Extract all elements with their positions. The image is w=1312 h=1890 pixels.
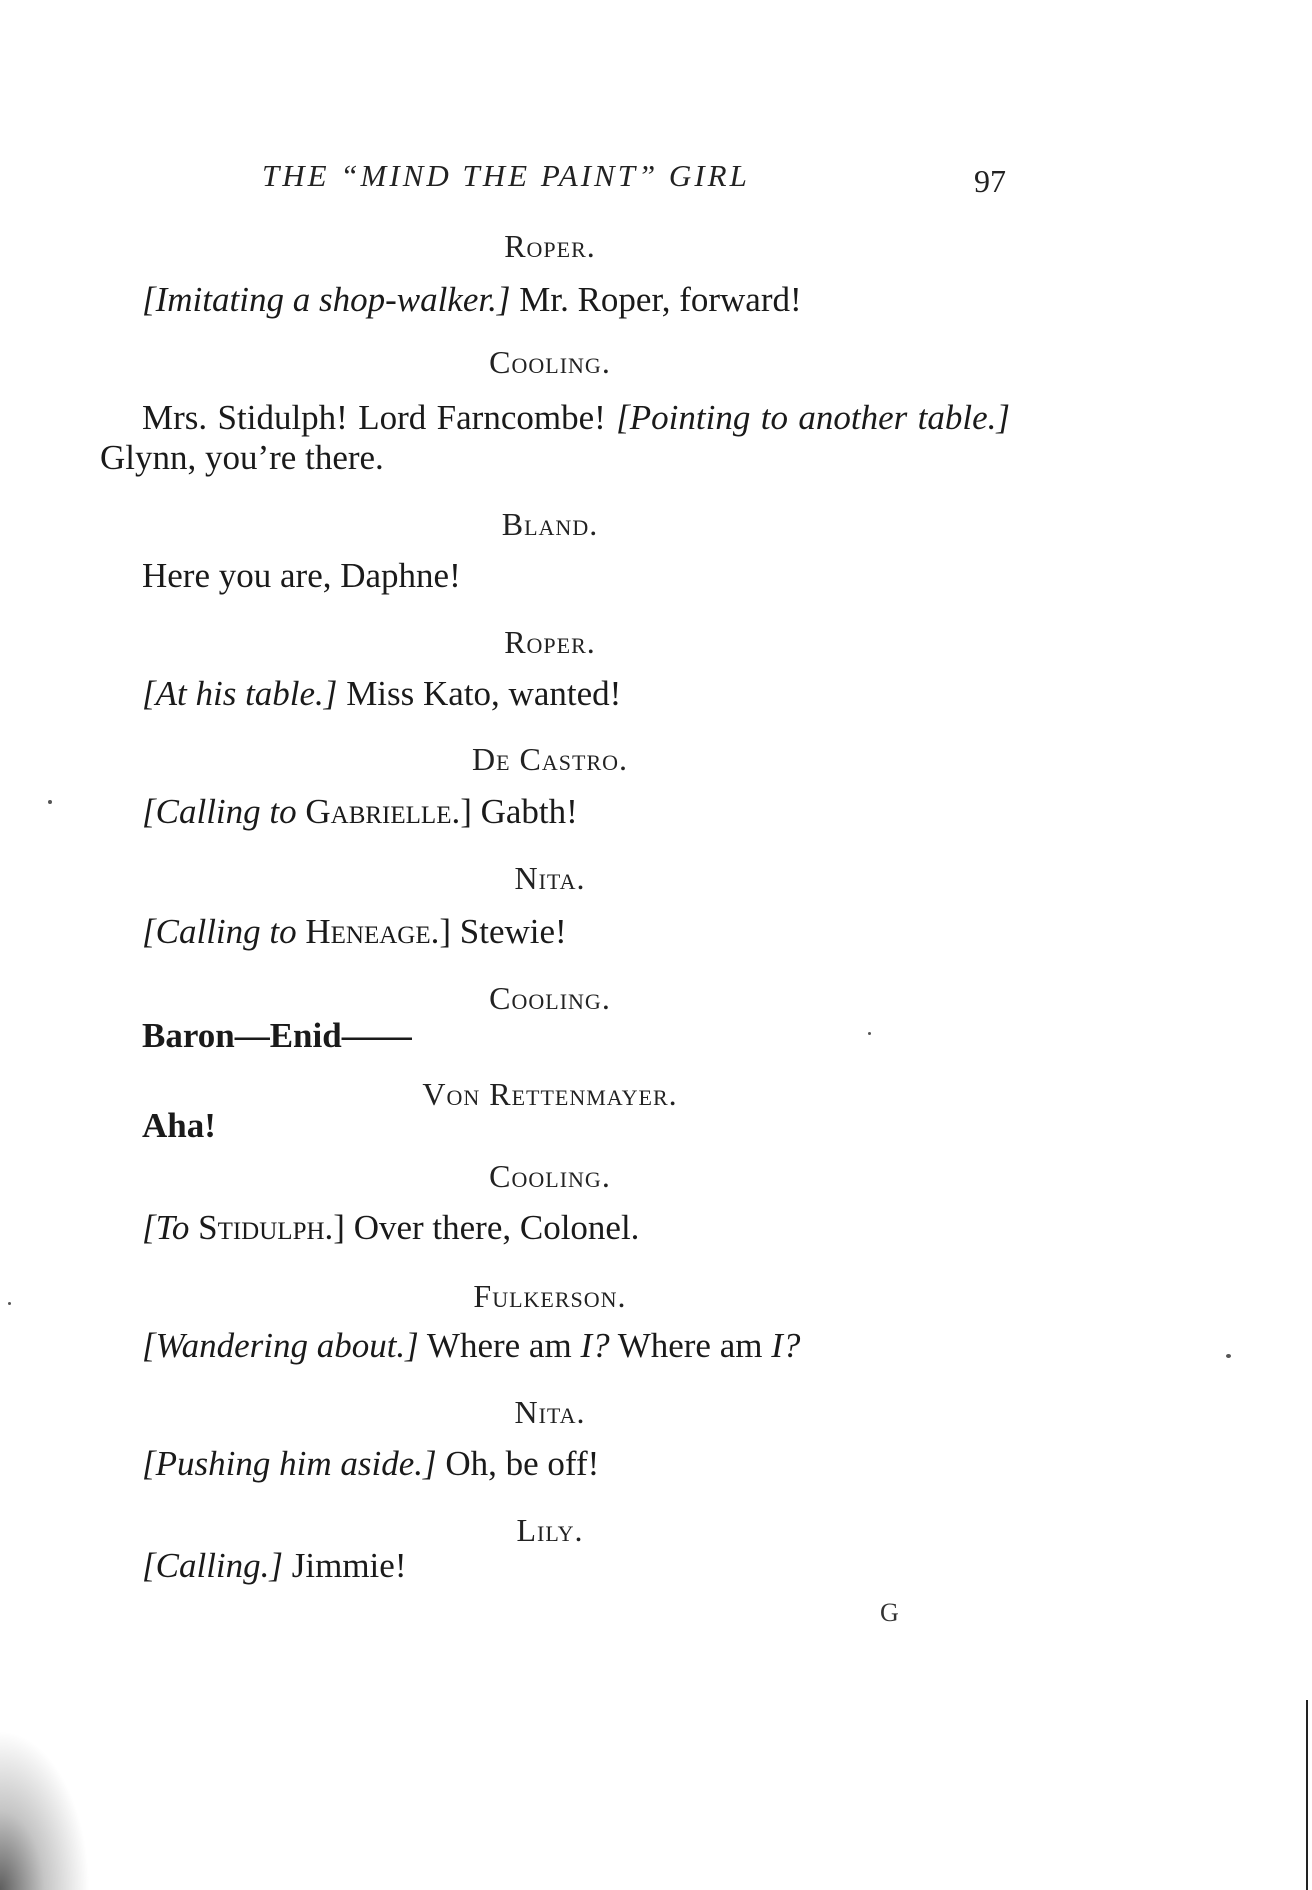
scan-speck (868, 1032, 871, 1035)
character-name: Heneage. (305, 912, 440, 951)
scan-speck (48, 800, 52, 804)
spoken-text: ] (460, 792, 472, 831)
signature-mark: G (880, 1598, 899, 1627)
scan-corner-shadow (0, 1730, 90, 1890)
spoken-text: Mr. Roper, forward! (510, 280, 802, 319)
dialogue-line (142, 792, 1012, 832)
page-number: 97 (974, 163, 1006, 199)
dialogue-line (142, 556, 1012, 596)
stage-direction: [Calling.] (142, 1546, 284, 1585)
spoken-text: Mrs. Stidulph! Lord Farncombe! (142, 398, 617, 437)
dialogue-line (142, 1326, 1012, 1366)
stage-direction: [Imitating a shop-walker.] (142, 280, 511, 319)
speaker-heading: Cooling. (489, 344, 611, 380)
spoken-text: Baron—Enid—— (142, 1016, 412, 1055)
spoken-text: Jimmie! (283, 1546, 407, 1585)
spoken-text: ] (333, 1208, 345, 1247)
spoken-text: Here you are, Daphne! (142, 556, 461, 595)
spoken-text: Aha! (142, 1106, 216, 1145)
spoken-text: Over there, Colonel. (344, 1208, 640, 1247)
speaker-heading: Roper. (504, 228, 596, 264)
spoken-text: Gabth! (471, 792, 578, 831)
speaker-heading: Roper. (504, 624, 596, 660)
dialogue-line (142, 1444, 1012, 1484)
scan-speck (1226, 1354, 1231, 1358)
stage-direction: [Calling to (142, 912, 306, 951)
character-name: Stidulph. (198, 1208, 334, 1247)
scan-speck (8, 1302, 11, 1305)
dialogue-line (142, 674, 1012, 714)
speaker-heading: Lily. (516, 1512, 584, 1548)
spoken-text: Miss Kato, wanted! (337, 674, 622, 713)
spoken-text: Glynn, you’re there. (100, 438, 384, 477)
dialogue-line (142, 1546, 1012, 1586)
dialogue-line (142, 1208, 1012, 1248)
running-header: THE “MIND THE PAINT” GIRL (262, 158, 750, 193)
dialogue-line (142, 280, 1012, 320)
speaker-heading: Bland. (501, 506, 599, 542)
character-name: Gabrielle. (305, 792, 461, 831)
speaker-heading: De Castro. (471, 741, 628, 777)
stage-direction: [Wandering about.] (142, 1326, 419, 1365)
speaker-heading: Cooling. (489, 980, 611, 1016)
stage-direction: I? (580, 1326, 610, 1365)
spoken-text: Oh, be off! (436, 1444, 600, 1483)
stage-direction: [To (142, 1208, 199, 1247)
spoken-text: Where am (418, 1326, 581, 1365)
spoken-text: Where am (609, 1326, 772, 1365)
stage-direction: [Calling to (142, 792, 306, 831)
stage-direction: [Pointing to another table.] (616, 398, 1010, 437)
dialogue-line (142, 1016, 1012, 1056)
dialogue-line (142, 1106, 1012, 1146)
spoken-text: ] (439, 912, 452, 951)
spoken-text: Stewie! (451, 912, 567, 951)
speaker-heading: Nita. (514, 860, 586, 896)
stage-direction: [At his table.] (142, 674, 338, 713)
stage-direction: I? (771, 1326, 801, 1365)
speaker-heading: Cooling. (489, 1158, 611, 1194)
stage-direction: [Pushing him aside.] (142, 1444, 437, 1483)
page-edge-shadow (1306, 1700, 1308, 1890)
speaker-heading: Nita. (514, 1394, 586, 1430)
dialogue-line (142, 912, 1012, 952)
dialogue-line (100, 398, 1010, 478)
speaker-heading: Fulkerson. (473, 1278, 627, 1314)
speaker-heading: Von Rettenmayer. (422, 1076, 678, 1112)
